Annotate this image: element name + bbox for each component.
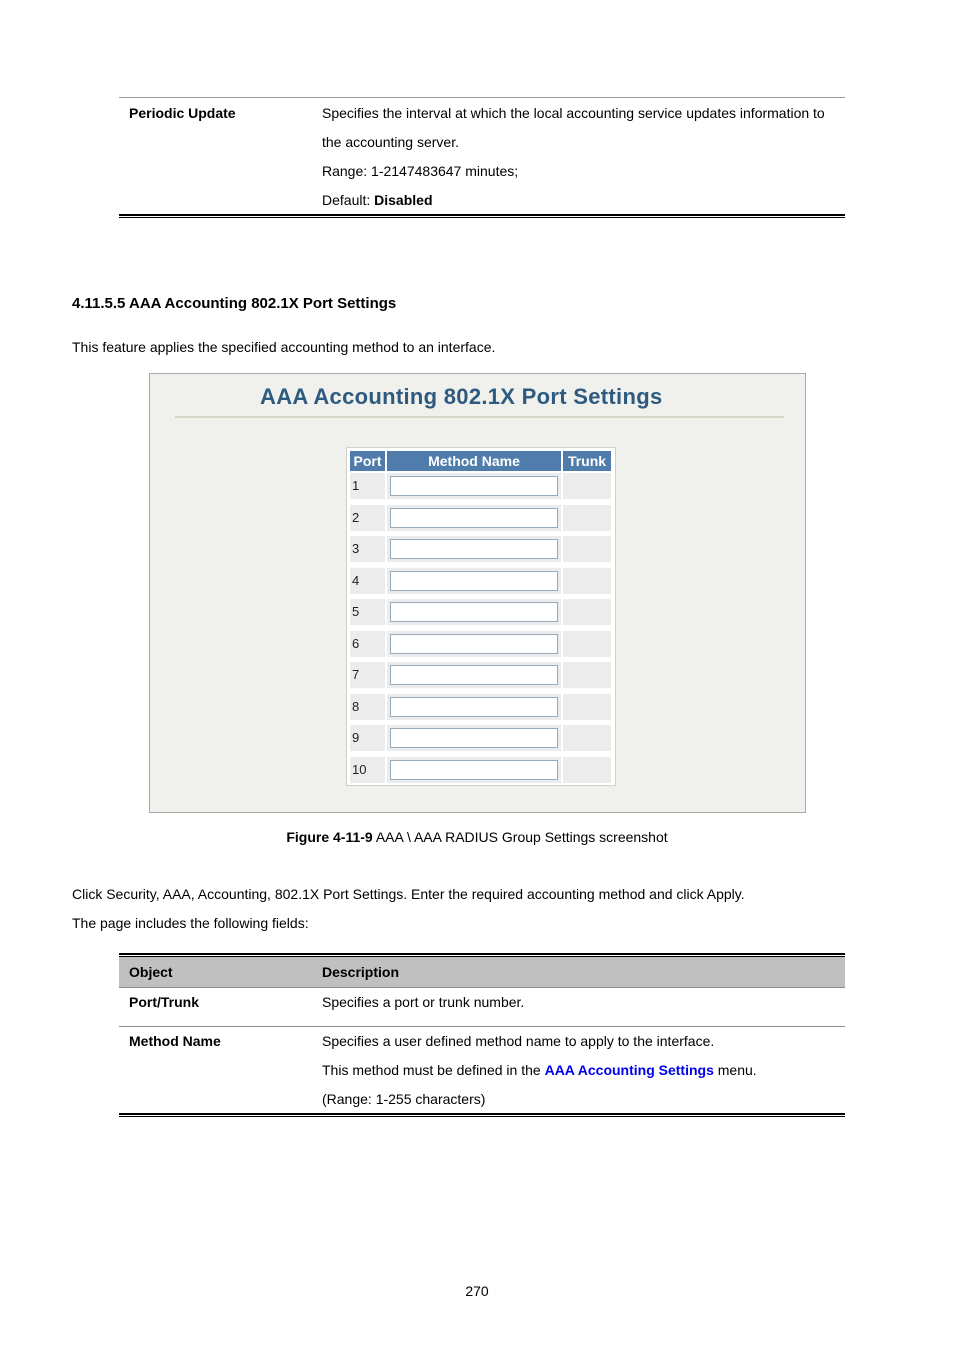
row-divider: [119, 1026, 845, 1027]
method-name-input[interactable]: [390, 508, 558, 528]
fields-table: [119, 953, 845, 1119]
port-number: 7: [350, 662, 385, 688]
header-description: Description: [322, 964, 400, 980]
port-number: 9: [350, 725, 385, 751]
section-heading: 4.11.5.5 AAA Accounting 802.1X Port Settings: [72, 295, 397, 312]
method-name-input[interactable]: [390, 665, 558, 685]
row-description-line: (Range: 1-255 characters): [322, 1091, 486, 1107]
port-number: 4: [350, 568, 385, 594]
object-cell: Periodic Update: [129, 105, 236, 121]
port-settings-table: [346, 447, 616, 786]
port-row: [347, 628, 615, 660]
header-port: Port: [350, 451, 385, 471]
header-object: Object: [129, 964, 173, 980]
default-line: Default: Disabled: [322, 192, 433, 208]
port-row: [347, 659, 615, 691]
port-rows: [347, 470, 615, 785]
method-name-input[interactable]: [390, 728, 558, 748]
table-rule: [119, 1113, 845, 1115]
table-rule: [119, 214, 845, 216]
row-description: Specifies a port or trunk number.: [322, 994, 525, 1010]
header-trunk: Trunk: [563, 451, 611, 471]
table-rule: [119, 217, 845, 218]
intro-paragraph: This feature applies the specified accounting method to an interface.: [72, 339, 496, 355]
fields-intro: The page includes the following fields:: [72, 915, 309, 931]
trunk-cell: [563, 757, 611, 783]
title-divider: [175, 416, 784, 418]
method-name-input[interactable]: [390, 476, 558, 496]
table-rule: [119, 953, 845, 955]
port-row: [347, 533, 615, 565]
trunk-cell: [563, 599, 611, 625]
page-number: 270: [465, 1283, 489, 1299]
trunk-cell: [563, 662, 611, 688]
row-description-line: This method must be defined in the AAA Accounting Settings menu.: [322, 1062, 757, 1078]
port-row: [347, 470, 615, 502]
screenshot-figure: [149, 373, 806, 813]
trunk-cell: [563, 473, 611, 499]
method-name-input[interactable]: [390, 602, 558, 622]
trunk-cell: [563, 694, 611, 720]
port-number: 10: [350, 757, 385, 783]
port-number: 3: [350, 536, 385, 562]
method-name-input[interactable]: [390, 697, 558, 717]
figure-caption: [0, 829, 954, 845]
port-row: [347, 565, 615, 597]
desc-line: the accounting server.: [322, 134, 459, 150]
table-rule: [119, 1116, 845, 1117]
trunk-cell: [563, 536, 611, 562]
figure-label: Figure 4-11-9: [286, 829, 373, 845]
row-object: Method Name: [129, 1033, 221, 1049]
desc-line: Range: 1-2147483647 minutes;: [322, 163, 519, 179]
row-object: Port/Trunk: [129, 994, 200, 1010]
table-header: [347, 448, 615, 470]
port-row: [347, 502, 615, 534]
default-value: Disabled: [374, 192, 433, 208]
screenshot-title: AAA Accounting 802.1X Port Settings: [260, 384, 663, 409]
description-cell: [322, 99, 842, 215]
periodic-update-table: [119, 97, 845, 220]
port-row: [347, 691, 615, 723]
instructions-paragraph: Click Security, AAA, Accounting, 802.1X Port Settings. Enter the required accounting method and click Apply.: [72, 886, 745, 902]
desc-line: Specifies the interval at which the local accounting service updates information to: [322, 105, 825, 121]
port-number: 6: [350, 631, 385, 657]
port-number: 2: [350, 505, 385, 531]
header-method-name: Method Name: [387, 451, 561, 471]
port-row: [347, 596, 615, 628]
port-number: 5: [350, 599, 385, 625]
row-description: Specifies a user defined method name to apply to the interface.: [322, 1033, 715, 1049]
port-row: [347, 722, 615, 754]
aaa-accounting-settings-link[interactable]: AAA Accounting Settings: [544, 1062, 714, 1078]
port-number: 8: [350, 694, 385, 720]
trunk-cell: [563, 725, 611, 751]
method-name-input[interactable]: [390, 634, 558, 654]
trunk-cell: [563, 505, 611, 531]
method-name-input[interactable]: [390, 539, 558, 559]
method-name-input[interactable]: [390, 760, 558, 780]
trunk-cell: [563, 631, 611, 657]
port-number: 1: [350, 473, 385, 499]
figure-text: AAA \ AAA RADIUS Group Settings screenshot: [372, 829, 668, 845]
table-header: [119, 957, 845, 988]
method-name-input[interactable]: [390, 571, 558, 591]
trunk-cell: [563, 568, 611, 594]
port-row: [347, 754, 615, 786]
